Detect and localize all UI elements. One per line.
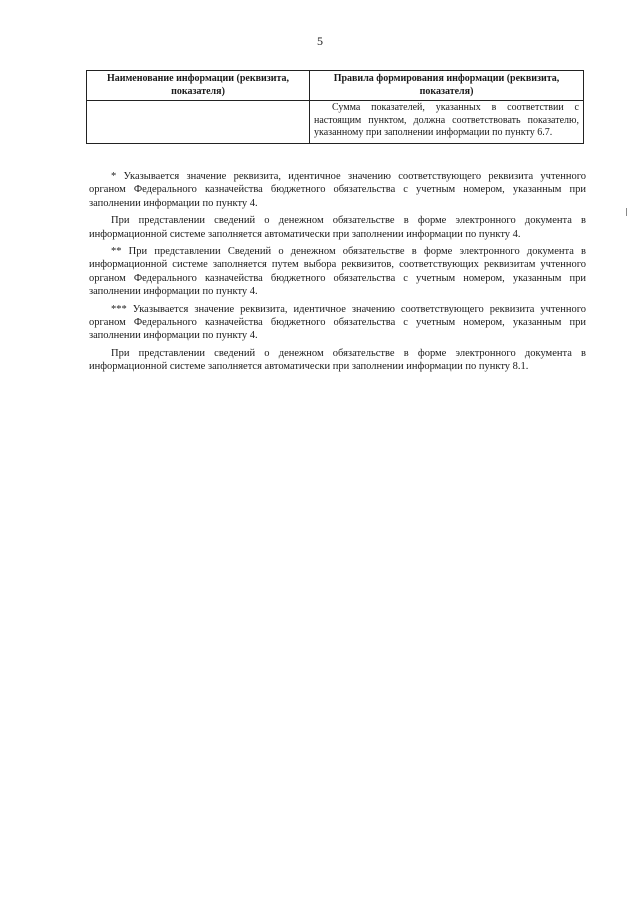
table-header-row [87, 71, 584, 101]
footnote-double-asterisk: ** При представлении Сведений о денежном обязательстве в форме электронного документа в информационной системе заполняется путем выбора реквизитов, соответствующих реквизитам учтенного органом Федерального казначейства бюджетного обязательства с учетным номером, указанным при заполнении информации по пункту 4. [89, 246, 586, 298]
column-header-rule: Правила формирования информации (реквизита, показателя) [310, 71, 584, 101]
cell-rule: Сумма показателей, указанных в соответствии с настоящим пунктом, должна соответствовать показателю, указанному при заполнении информации по пункту 6.7. [310, 101, 584, 144]
footnote-single-asterisk: * Указывается значение реквизита, идентичное значению соответствующего реквизита учтенного органом Федерального казначейства бюджетного обязательства с учетным номером, указанным при заполнении информации по пункту 4. [89, 171, 586, 209]
margin-mark [626, 208, 627, 216]
column-header-name: Наименование информации (реквизита, показателя) [87, 71, 310, 101]
footnote-paragraph: При представлении сведений о денежном обязательстве в форме электронного документа в информационной системе заполняется автоматически при заполнении информации по пункту 4. [89, 215, 586, 240]
cell-name [87, 101, 310, 144]
table-row [87, 101, 584, 144]
info-table [86, 70, 584, 144]
footnote-triple-asterisk: *** Указывается значение реквизита, идентичное значению соответствующего реквизита учтенного органом Федерального казначейства бюджетного обязательства с учетным номером, указанным при заполнении информации по пункту 4. [89, 303, 586, 342]
footnotes [89, 170, 586, 378]
footnote-paragraph: При представлении сведений о денежном обязательстве в форме электронного документа в информационной системе заполняется автоматически при заполнении информации по пункту 8.1. [89, 347, 586, 373]
page-number: 5 [317, 34, 323, 48]
